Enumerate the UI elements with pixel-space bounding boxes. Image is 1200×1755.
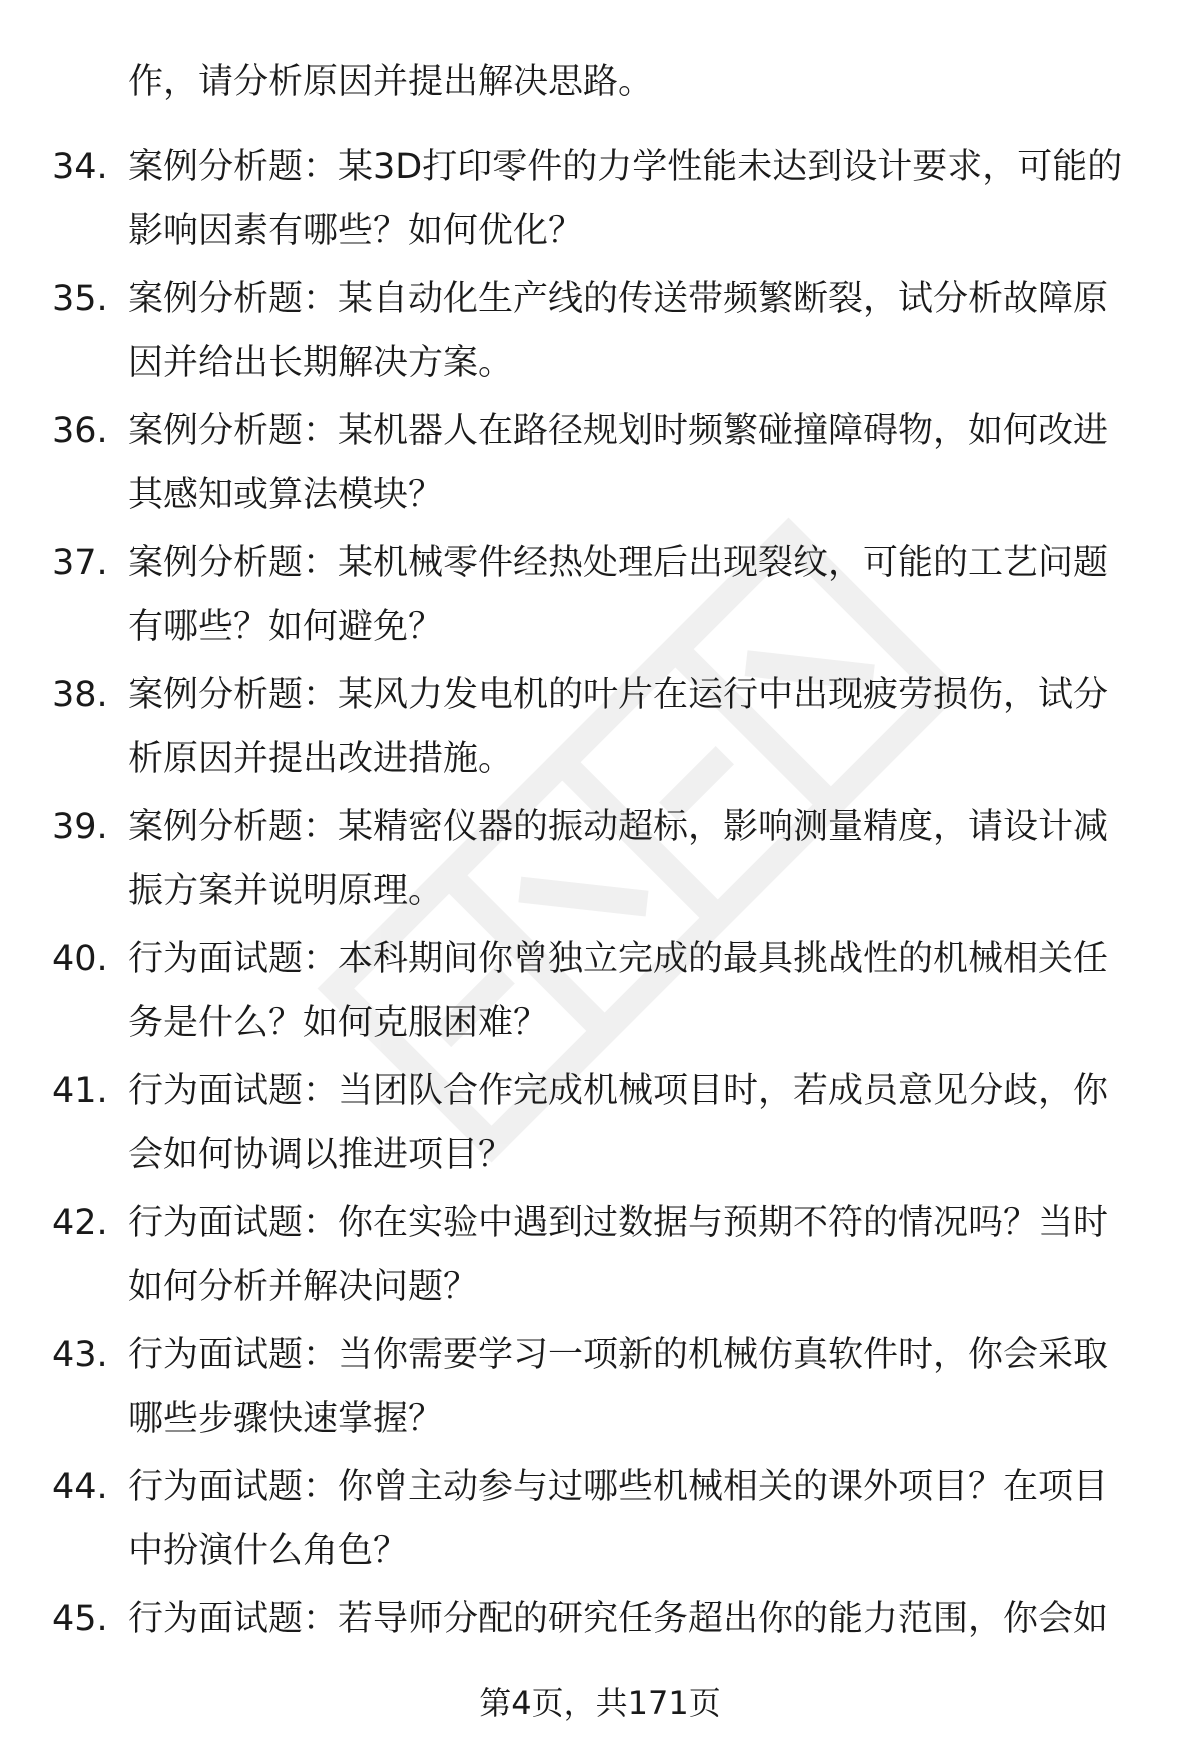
- item-number: 34.: [52, 147, 108, 187]
- item-text: 行为面试题：本科期间你曾独立完成的最具挑战性的机械相关任 务是什么？如何克服困难？: [128, 939, 1109, 1043]
- item-number: 36.: [52, 411, 108, 451]
- item-number: 40.: [52, 939, 108, 979]
- item-text: 行为面试题：当你需要学习一项新的机械仿真软件时，你会采取 哪些步骤快速掌握？: [128, 1335, 1109, 1439]
- item-text: 案例分析题：某精密仪器的振动超标，影响测量精度，请设计减 振方案并说明原理。: [128, 807, 1109, 911]
- item-text: 案例分析题：某风力发电机的叶片在运行中出现疲劳损伤，试分 析原因并提出改进措施。: [128, 675, 1109, 779]
- item-number: 41.: [52, 1071, 108, 1111]
- item-number: 37.: [52, 543, 108, 583]
- item-number: 38.: [52, 675, 108, 715]
- item-text: 行为面试题：你曾主动参与过哪些机械相关的课外项目？在项目 中扮演什么角色？: [128, 1467, 1109, 1571]
- item-number: 42.: [52, 1203, 108, 1243]
- page-number-footer: 第4页，共171页: [479, 1684, 721, 1722]
- item-text: 案例分析题：某自动化生产线的传送带频繁断裂，试分析故障原 因并给出长期解决方案。: [128, 279, 1109, 383]
- item-number: 35.: [52, 279, 108, 319]
- item-number: 39.: [52, 807, 108, 847]
- item-number: 45.: [52, 1599, 108, 1639]
- item-text: 案例分析题：某机械零件经热处理后出现裂纹，可能的工艺问题 有哪些？如何避免？: [128, 543, 1109, 647]
- item-text: 案例分析题：某3D打印零件的力学性能未达到设计要求，可能的 影响因素有哪些？如何优化？: [128, 147, 1123, 251]
- item-text: 行为面试题：若导师分配的研究任务超出你的能力范围，你会如: [128, 1599, 1109, 1639]
- item-text: 案例分析题：某机器人在路径规划时频繁碰撞障碍物，如何改进 其感知或算法模块？: [128, 411, 1109, 515]
- item-text: 作，请分析原因并提出解决思路。: [128, 62, 654, 102]
- item-text: 行为面试题：你在实验中遇到过数据与预期不符的情况吗？当时 如何分析并解决问题？: [128, 1203, 1109, 1307]
- item-number: 44.: [52, 1467, 108, 1507]
- item-number: 43.: [52, 1335, 108, 1375]
- item-text: 行为面试题：当团队合作完成机械项目时，若成员意见分歧，你 会如何协调以推进项目？: [128, 1071, 1109, 1175]
